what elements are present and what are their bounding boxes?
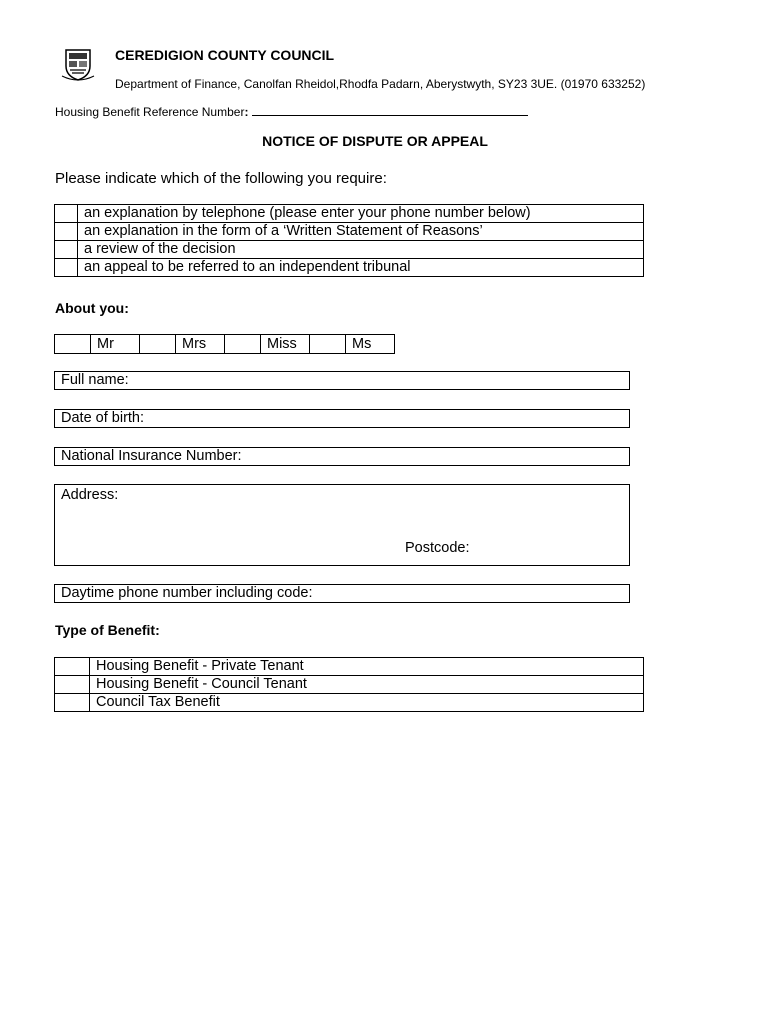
benefit-type-heading: Type of Benefit: <box>55 622 160 638</box>
full-name-label: Full name: <box>61 372 129 388</box>
date-of-birth-field[interactable] <box>54 409 630 428</box>
request-option-label: a review of the decision <box>78 241 644 259</box>
council-name: CEREDIGION COUNTY COUNCIL <box>115 47 335 63</box>
request-option-row <box>55 241 644 259</box>
reference-number-line <box>55 104 528 119</box>
benefit-option-label: Housing Benefit - Private Tenant <box>90 658 644 676</box>
request-option-checkbox[interactable] <box>55 259 78 277</box>
benefit-option-checkbox[interactable] <box>55 676 90 694</box>
benefit-option-row <box>55 658 644 676</box>
national-insurance-label: National Insurance Number: <box>61 448 242 464</box>
request-options-table <box>54 204 644 277</box>
department-address-line: Department of Finance, Canolfan Rheidol,Rhodfa Padarn, Aberystwyth, SY23 3UE. (01970 633252) <box>115 77 646 91</box>
request-option-checkbox[interactable] <box>55 223 78 241</box>
title-mrs-checkbox[interactable] <box>140 335 176 354</box>
title-mr-checkbox[interactable] <box>55 335 91 354</box>
title-miss-label: Miss <box>261 335 310 354</box>
daytime-phone-label: Daytime phone number including code: <box>61 585 313 601</box>
date-of-birth-label: Date of birth: <box>61 410 145 426</box>
instruction-text: Please indicate which of the following you require: <box>55 170 387 187</box>
reference-number-field[interactable] <box>252 104 528 116</box>
address-field[interactable] <box>54 484 630 566</box>
benefit-options-table <box>54 657 644 712</box>
address-label: Address: <box>61 487 119 503</box>
national-insurance-field[interactable] <box>54 447 630 466</box>
postcode-label: Postcode: <box>405 540 470 556</box>
benefit-option-label: Housing Benefit - Council Tenant <box>90 676 644 694</box>
request-option-label: an appeal to be referred to an independent tribunal <box>78 259 644 277</box>
about-you-heading: About you: <box>55 300 129 316</box>
title-mr-label: Mr <box>91 335 140 354</box>
request-option-row <box>55 205 644 223</box>
full-name-field[interactable] <box>54 371 630 390</box>
title-miss-checkbox[interactable] <box>225 335 261 354</box>
benefit-option-checkbox[interactable] <box>55 658 90 676</box>
form-title: NOTICE OF DISPUTE OR APPEAL <box>262 133 488 149</box>
title-ms-label: Ms <box>346 335 395 354</box>
request-option-row <box>55 223 644 241</box>
title-ms-checkbox[interactable] <box>310 335 346 354</box>
daytime-phone-field[interactable] <box>54 584 630 603</box>
council-crest-icon <box>60 46 96 82</box>
title-options-table <box>54 334 395 354</box>
benefit-option-row <box>55 694 644 712</box>
benefit-option-checkbox[interactable] <box>55 694 90 712</box>
request-option-row <box>55 259 644 277</box>
benefit-option-row <box>55 676 644 694</box>
request-option-checkbox[interactable] <box>55 205 78 223</box>
request-option-label: an explanation in the form of a ‘Written Statement of Reasons’ <box>78 223 644 241</box>
reference-colon: : <box>244 105 249 119</box>
benefit-option-label: Council Tax Benefit <box>90 694 644 712</box>
request-option-checkbox[interactable] <box>55 241 78 259</box>
request-option-label: an explanation by telephone (please enter your phone number below) <box>78 205 644 223</box>
reference-label: Housing Benefit Reference Number <box>55 105 245 119</box>
title-mrs-label: Mrs <box>176 335 225 354</box>
